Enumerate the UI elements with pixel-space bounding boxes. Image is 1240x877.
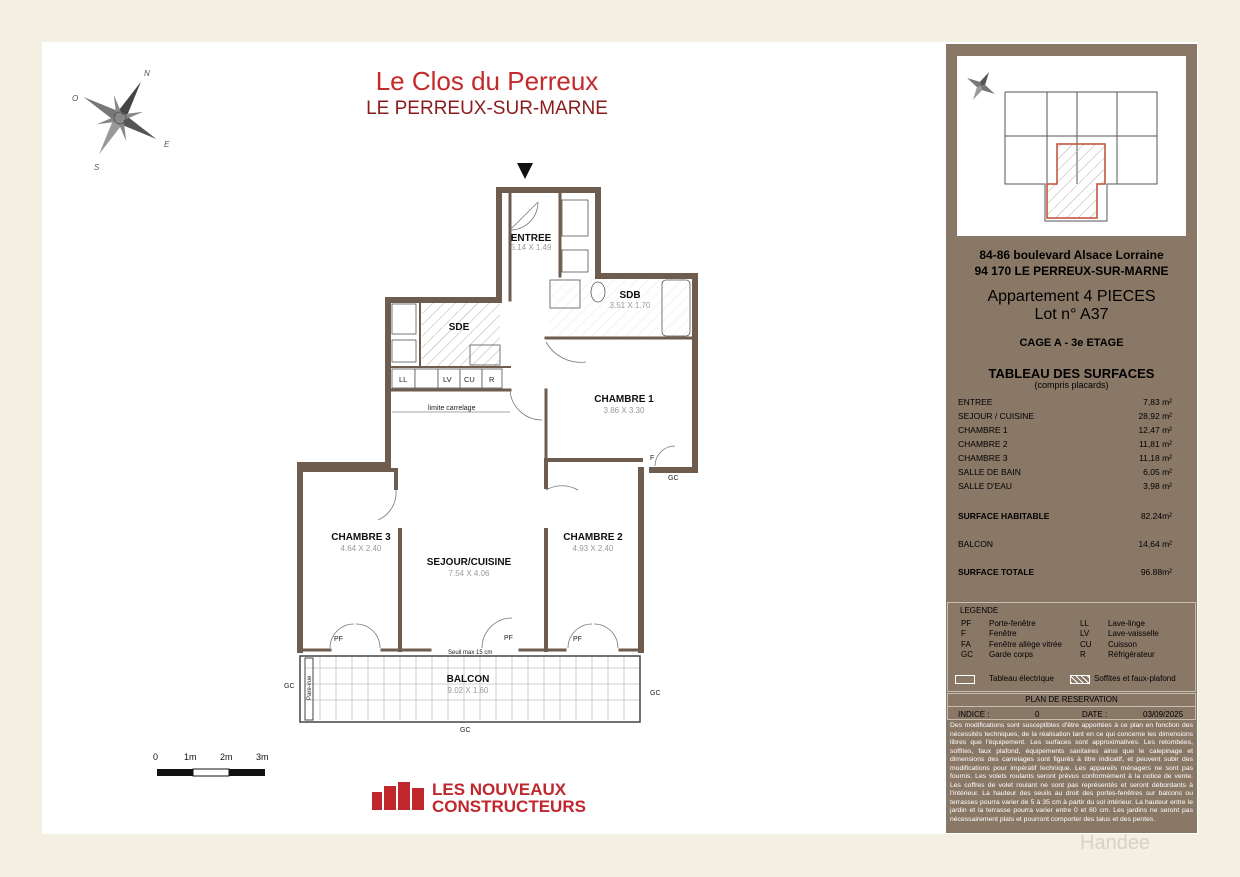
thumbnail-compass-icon bbox=[966, 71, 997, 102]
legend-code-cu: CU bbox=[1080, 640, 1092, 649]
legend-text-r: Réfrigérateur bbox=[1108, 650, 1155, 659]
surface-totale bbox=[958, 567, 1172, 577]
legend-code-gc: GC bbox=[961, 650, 973, 659]
surface-value: 96.88m² bbox=[1140, 567, 1172, 577]
address-line1: 84-86 boulevard Alsace Lorraine bbox=[979, 248, 1164, 262]
surface-label: CHAMBRE 2 bbox=[958, 439, 1008, 449]
pare-vue-label: Pare-vue bbox=[307, 675, 313, 700]
surface-value: 11,18 m² bbox=[1139, 453, 1172, 463]
indice-label: INDICE : bbox=[958, 710, 990, 719]
surface-row-sdb bbox=[958, 467, 1172, 477]
reservation-divider bbox=[947, 706, 1196, 707]
gc-label-bottom: GC bbox=[460, 727, 471, 734]
surface-value: 12,47 m² bbox=[1138, 425, 1172, 435]
room-balcon-dims: 9.02 X 1.60 bbox=[447, 686, 489, 695]
compass-e: E bbox=[164, 140, 170, 149]
date-value: 03/09/2025 bbox=[1143, 710, 1184, 719]
surface-row-chambre3 bbox=[958, 453, 1172, 463]
compass-rose-icon bbox=[81, 79, 159, 157]
surface-habitable bbox=[958, 511, 1172, 521]
appliance-cu: CU bbox=[464, 375, 475, 384]
compass-o: O bbox=[72, 94, 79, 103]
brand-line1: LES NOUVEAUX bbox=[432, 780, 567, 799]
compass-s: S bbox=[94, 163, 100, 172]
surface-label: SURFACE HABITABLE bbox=[958, 511, 1050, 521]
legend-text-cu: Cuisson bbox=[1108, 640, 1137, 649]
surfaces-table-title: TABLEAU DES SURFACES bbox=[988, 366, 1155, 381]
room-chambre1-name: CHAMBRE 1 bbox=[594, 394, 654, 405]
lot-number: Lot n° A37 bbox=[1034, 306, 1109, 323]
room-chambre1-dims: 3.86 X 3.30 bbox=[603, 406, 645, 415]
pf-label-ch2: PF bbox=[573, 636, 582, 643]
legend-text-ll: Lave-linge bbox=[1108, 619, 1145, 628]
scale-bar bbox=[157, 769, 265, 776]
apartment-type: Appartement 4 PIECES bbox=[987, 288, 1156, 305]
legend-code-pf: PF bbox=[961, 619, 972, 628]
room-sdb-name: SDB bbox=[619, 290, 641, 301]
legend-title: LEGENDE bbox=[960, 606, 999, 615]
surface-row-sde bbox=[958, 481, 1172, 491]
room-sejour-dims: 7.54 X 4.06 bbox=[448, 569, 490, 578]
legend-code-r: R bbox=[1080, 650, 1086, 659]
soffit-hatch-icon bbox=[1070, 675, 1090, 684]
surface-label: SEJOUR / CUISINE bbox=[958, 411, 1035, 421]
surface-value: 11,81 m² bbox=[1139, 439, 1172, 449]
appliance-lv: LV bbox=[443, 375, 452, 384]
legend-code-f: F bbox=[961, 629, 966, 638]
disclaimer-text: Des modifications sont susceptibles d'être apportées à ce plan en fonction des nécessités techniques, de la réalisation tant en ce qui concerne les dimensions libres que l'équipement. Les surfaces sont approximatives. Les retombées, soffites, faux plafond, équipements sanitaires ainsi que le calepinage et dimensions des carrelages sont figurés à titre indicatif, et peuvent subir des modifications pour impératif technique. Les appareils ménagers ne sont pas fournis. Les volets roulants seront prévus conformément à la notice de vente. Les coffres de volet roulant ne sont pas représentés et seront débordants à l'intérieur. La hauteur des seuils au droit des portes-fenêtres sur balcons ou terrasses pourra varier de 5 à 35 cm à partir du sol intérieur. La hauteur entre le jardin et la terrasse pourra varier entre 0 et 60 cm. Les jardins ne seront pas nécessairement plats et pourront comporter des talus et des pentes. bbox=[950, 722, 1193, 823]
room-chambre2-dims: 4.93 X 2.40 bbox=[572, 544, 614, 553]
legend-text-fa: Fenêtre allège vitrée bbox=[989, 640, 1062, 649]
surface-value: 6,05 m² bbox=[1143, 467, 1172, 477]
legend-text-f: Fenêtre bbox=[989, 629, 1017, 638]
surface-row-chambre2 bbox=[958, 439, 1172, 449]
watermark: Handee bbox=[1080, 832, 1151, 854]
legend-code-lv: LV bbox=[1080, 629, 1090, 638]
lot-highlight bbox=[1047, 144, 1105, 218]
room-sejour-name: SEJOUR/CUISINE bbox=[426, 557, 512, 568]
surface-label: BALCON bbox=[958, 539, 993, 549]
legend-code-ll: LL bbox=[1080, 619, 1089, 628]
compass-n: N bbox=[144, 69, 150, 78]
f-label-ch1: F bbox=[650, 455, 655, 462]
room-chambre2-name: CHAMBRE 2 bbox=[563, 532, 623, 543]
legend-text-pf: Porte-fenêtre bbox=[989, 619, 1036, 628]
room-entree-dims: 5.14 X 1.49 bbox=[510, 243, 552, 252]
scale-1m: 1m bbox=[184, 752, 197, 762]
surface-label: SURFACE TOTALE bbox=[958, 567, 1035, 577]
room-sde-name: SDE bbox=[448, 322, 470, 333]
doors bbox=[330, 202, 675, 648]
room-chambre3-name: CHAMBRE 3 bbox=[331, 532, 391, 543]
surface-label: SALLE D'EAU bbox=[958, 481, 1013, 491]
legend-extra-soffit: Soffites et faux-plafond bbox=[1094, 674, 1176, 683]
legend-code-fa: FA bbox=[961, 640, 971, 649]
surface-row-chambre1 bbox=[958, 425, 1172, 435]
project-title: Le Clos du Perreux bbox=[375, 66, 599, 96]
surface-row-sejour bbox=[958, 411, 1172, 421]
pf-label-ch3: PF bbox=[334, 636, 343, 643]
appliance-r: R bbox=[489, 375, 495, 384]
entrance-arrow-icon bbox=[517, 163, 533, 179]
gc-label-ch1: GC bbox=[668, 475, 679, 482]
surface-balcon bbox=[958, 539, 1172, 549]
walls bbox=[300, 190, 695, 650]
floor-thumbnail bbox=[957, 56, 1186, 236]
legend-extra-electrical: Tableau électrique bbox=[989, 674, 1054, 683]
limite-carrelage-label: limite carrelage bbox=[428, 405, 476, 412]
indice-value: 0 bbox=[1035, 710, 1040, 719]
surface-label: ENTREE bbox=[958, 397, 993, 407]
room-balcon-name: BALCON bbox=[446, 674, 490, 685]
surface-label: CHAMBRE 1 bbox=[958, 425, 1008, 435]
pf-label-sejour: PF bbox=[504, 635, 513, 642]
electrical-panel-icon bbox=[955, 675, 975, 684]
legend-text-lv: Lave-vaisselle bbox=[1108, 629, 1159, 638]
sde-soffit-hatch bbox=[422, 302, 500, 366]
gc-label-left: GC bbox=[284, 683, 295, 690]
surface-value: 7,83 m² bbox=[1143, 397, 1172, 407]
address-line2: 94 170 LE PERREUX-SUR-MARNE bbox=[974, 264, 1169, 278]
scale-3m: 3m bbox=[256, 752, 269, 762]
room-entree-name: ENTREE bbox=[510, 233, 552, 244]
legend-text-gc: Garde corps bbox=[989, 650, 1034, 659]
appliance-ll: LL bbox=[399, 375, 408, 384]
seuil-label: Seuil max 15 cm bbox=[448, 650, 493, 656]
brand-logo-icon bbox=[372, 782, 424, 810]
scale-2m: 2m bbox=[220, 752, 233, 762]
gc-label-right: GC bbox=[650, 690, 661, 697]
project-city: LE PERREUX-SUR-MARNE bbox=[366, 98, 608, 119]
room-chambre3-dims: 4.64 X 2.40 bbox=[340, 544, 382, 553]
surface-label: CHAMBRE 3 bbox=[958, 453, 1008, 463]
surfaces-table-subtitle: (compris placards) bbox=[1034, 380, 1109, 390]
cage-floor: CAGE A - 3e ETAGE bbox=[1019, 337, 1124, 349]
surface-value: 3,98 m² bbox=[1143, 481, 1172, 491]
brand-line2: CONSTRUCTEURS bbox=[432, 797, 586, 816]
room-sdb-dims: 3.51 X 1.70 bbox=[609, 301, 651, 310]
surface-value: 82.24m² bbox=[1140, 511, 1172, 521]
surface-value: 28,92 m² bbox=[1138, 411, 1172, 421]
date-label: DATE : bbox=[1082, 710, 1108, 719]
surface-value: 14,64 m² bbox=[1138, 539, 1172, 549]
scale-0: 0 bbox=[153, 752, 159, 762]
reservation-title: PLAN DE RESERVATION bbox=[1025, 695, 1118, 704]
surface-row-entree bbox=[958, 397, 1172, 407]
surface-label: SALLE DE BAIN bbox=[958, 467, 1021, 477]
